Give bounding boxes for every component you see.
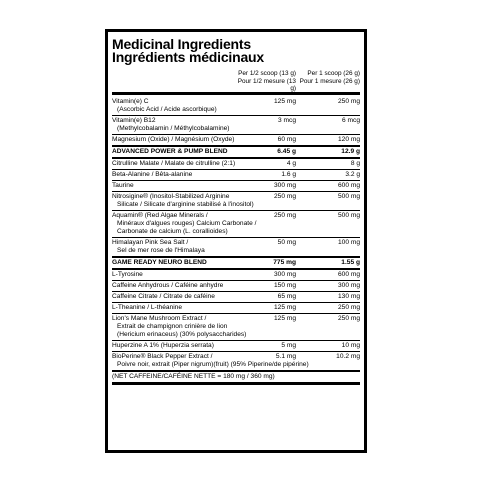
ingredient-row [112,211,360,238]
amount-half-scoop: 775 mg [273,259,296,266]
title-french: Ingrédients médicinaux [112,49,264,65]
ingredient-row [112,270,360,281]
amount-full-scoop: 500 mg [338,212,360,219]
footer-rule [112,382,360,385]
amount-half-scoop: 125 mg [274,304,296,311]
serving-half-scoop [232,70,296,93]
amount-full-scoop: 12.9 g [341,148,360,155]
ingredient-name-line: Caffeine Anhydrous / Caféine anhydre [112,282,224,289]
serving-header [112,70,360,92]
ingredient-name-line: Minéraux d'algues rouges) Calcium Carbonate / [117,220,257,227]
ingredient-row [112,281,360,292]
ingredient-row [112,303,360,314]
ingredient-name-line: BioPerine® Black Pepper Extract / [112,353,213,360]
ingredient-name-line: Vitamin(e) B12 [112,117,156,124]
serving-full-scoop [298,70,360,85]
ingredient-row [112,258,360,270]
ingredient-row [112,116,360,135]
ingredient-name-line: Magnesium (Oxide) / Magnésium (Oxyde) [112,136,235,143]
serving-half-scoop-fr: Pour 1/2 mesure (13 g) [237,77,296,92]
amount-full-scoop: 250 mg [338,98,360,105]
amount-full-scoop: 120 mg [338,136,360,143]
amount-half-scoop: 250 mg [274,193,296,200]
ingredient-name-line: Extrait de champignon crinière de lion [117,323,228,330]
ingredient-row [112,135,360,147]
amount-full-scoop: 500 mg [338,193,360,200]
amount-half-scoop: 300 mg [274,271,296,278]
ingredient-name-line: Aquamin® (Red Algae Minerals / [112,212,208,219]
ingredient-name-line: GAME READY NEURO BLEND [112,259,207,266]
panel-title [112,38,360,64]
amount-full-scoop: 600 mg [338,182,360,189]
amount-half-scoop: 150 mg [274,282,296,289]
amount-full-scoop: 10 mg [341,342,360,349]
ingredients-panel [105,29,367,453]
amount-full-scoop: 250 mg [338,304,360,311]
amount-half-scoop: 1.6 g [281,171,296,178]
serving-half-scoop-en: Per 1/2 scoop (13 g) [238,70,296,77]
serving-full-scoop-fr: Pour 1 mesure (26 g) [299,77,360,85]
amount-full-scoop: 3.2 g [345,171,360,178]
ingredient-row [112,292,360,303]
ingredient-name-line: Carbonate de calcium (L. corallioides) [117,228,228,235]
ingredient-name-line: (Hericium erinaceus) (30% polysaccharides) [117,331,247,338]
ingredient-name-line: Vitamin(e) C [112,98,149,105]
ingredient-row [112,97,360,116]
ingredient-name-line: L-Tyrosine [112,271,143,278]
ingredient-name-line: Huperzine A 1% (Huperzia serrata) [112,342,214,349]
amount-half-scoop: 50 mg [277,239,296,246]
ingredient-row [112,170,360,181]
ingredient-name-line: Taurine [112,182,134,189]
amount-half-scoop: 250 mg [274,212,296,219]
ingredient-name-line: L-Theanine / L-théanine [112,304,183,311]
amount-half-scoop: 4 g [286,160,296,167]
amount-full-scoop: 1.55 g [341,259,360,266]
net-caffeine-note: (NET CAFFEINE/CAFÉINE NETTE = 180 mg / 360 mg) [112,373,275,380]
ingredient-row [112,314,360,341]
amount-full-scoop: 130 mg [338,293,360,300]
amount-full-scoop: 600 mg [338,271,360,278]
amount-full-scoop: 100 mg [338,239,360,246]
amount-full-scoop: 8 g [350,160,360,167]
amount-full-scoop: 250 mg [338,315,360,322]
amount-half-scoop: 300 mg [274,182,296,189]
amount-half-scoop: 5 mg [281,342,296,349]
ingredient-row [112,352,360,372]
ingredient-name-line: Himalayan Pink Sea Salt / [112,239,189,246]
ingredient-row [112,192,360,211]
ingredient-name-line: Nitrosigine® (Inositol-Stabilized Arginine [112,193,230,200]
amount-half-scoop: 125 mg [274,315,296,322]
ingredient-row [112,147,360,159]
amount-full-scoop: 6 mcg [342,117,360,124]
ingredient-row [112,341,360,352]
ingredient-name-line: Beta-Alanine / Bêta-alanine [112,171,193,178]
ingredient-name-line: Lion's Mane Mushroom Extract / [112,315,207,322]
ingredient-name-line: (Methylcobalamin / Méthylcobalamine) [117,125,230,132]
ingredient-table [112,97,360,372]
title-english: Medicinal Ingredients [112,36,251,52]
ingredient-name-line: Caffeine Citrate / Citrate de caféine [112,293,215,300]
ingredient-name-line: Sel de mer rose de l'Himalaya [117,247,205,254]
ingredient-row [112,238,360,258]
amount-full-scoop: 10.2 mg [336,353,360,360]
ingredient-name-line: Silicate / Silicate d'arginine stabilisé à l'inositol) [117,201,254,208]
ingredient-row [112,159,360,170]
ingredient-name-line: Citrulline Malate / Malate de citrulline (2:1) [112,160,236,167]
amount-half-scoop: 125 mg [274,98,296,105]
ingredient-name-line: Poivre noir, extrait (Piper nigrum)(fruit) (95% Piperine/de pipérine) [117,361,309,368]
amount-half-scoop: 3 mcg [278,117,296,124]
amount-half-scoop: 60 mg [277,136,296,143]
amount-half-scoop: 65 mg [277,293,296,300]
amount-half-scoop: 6.45 g [277,148,296,155]
ingredient-name-line: (Ascorbic Acid / Acide ascorbique) [117,106,217,113]
ingredient-row [112,181,360,192]
amount-half-scoop: 5.1 mg [275,353,296,360]
serving-full-scoop-en: Per 1 scoop (26 g) [307,70,360,77]
amount-full-scoop: 300 mg [338,282,360,289]
ingredient-name-line: ADVANCED POWER & PUMP BLEND [112,148,228,155]
